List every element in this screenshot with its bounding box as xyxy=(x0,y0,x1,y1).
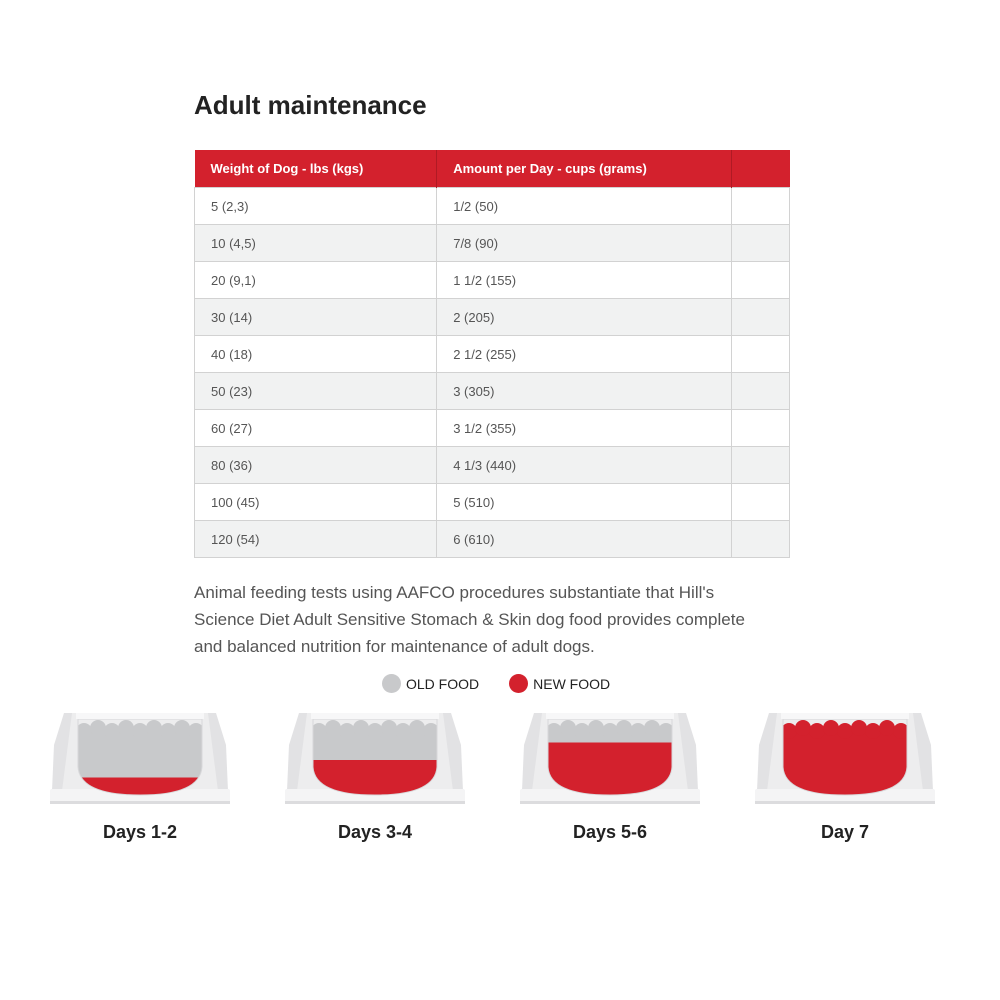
table-row xyxy=(195,262,790,299)
cell-amount: 3 (305) xyxy=(437,373,732,410)
bowl-day-label: Days 1-2 xyxy=(102,822,178,842)
cell-amount: 1 1/2 (155) xyxy=(437,262,732,299)
food-bowl-icon xyxy=(50,705,230,805)
cell-empty xyxy=(732,299,790,336)
cell-weight: 10 (4,5) xyxy=(195,225,437,262)
table-row xyxy=(195,521,790,558)
new-food-dot-icon xyxy=(509,674,528,693)
cell-amount: 7/8 (90) xyxy=(437,225,732,262)
cell-weight: 5 (2,3) xyxy=(195,188,437,225)
header-empty xyxy=(732,150,790,188)
cell-empty xyxy=(732,484,790,521)
legend-old-label: OLD FOOD xyxy=(406,675,480,692)
aafco-statement: Animal feeding tests using AAFCO procedures substantiate that Hill's Science Diet Adult Sensitive Stomach & Skin dog food provides complete and balanced nutrition for maintenance of adult dogs. xyxy=(194,583,745,656)
header-weight: Weight of Dog - lbs (kgs) xyxy=(195,150,437,188)
food-bowl-icon xyxy=(520,705,700,805)
cell-amount: 4 1/3 (440) xyxy=(437,447,732,484)
cell-weight: 20 (9,1) xyxy=(195,262,437,299)
cell-amount: 5 (510) xyxy=(437,484,732,521)
cell-amount: 2 (205) xyxy=(437,299,732,336)
cell-amount: 2 1/2 (255) xyxy=(437,336,732,373)
cell-empty xyxy=(732,447,790,484)
cell-weight: 40 (18) xyxy=(195,336,437,373)
cell-empty xyxy=(732,336,790,373)
table-row xyxy=(195,373,790,410)
cell-weight: 120 (54) xyxy=(195,521,437,558)
old-food-dot-icon xyxy=(382,674,401,693)
table-row xyxy=(195,484,790,521)
cell-weight: 100 (45) xyxy=(195,484,437,521)
feeding-table xyxy=(194,150,790,558)
legend xyxy=(382,674,640,693)
legend-new-food xyxy=(509,674,610,693)
cell-weight: 30 (14) xyxy=(195,299,437,336)
table-header-row xyxy=(195,150,790,188)
header-amount: Amount per Day - cups (grams) xyxy=(437,150,732,188)
food-bowl-icon xyxy=(755,705,935,805)
cell-empty xyxy=(732,188,790,225)
cell-empty xyxy=(732,410,790,447)
legend-new-label: NEW FOOD xyxy=(533,675,611,692)
cell-empty xyxy=(732,521,790,558)
cell-empty xyxy=(732,225,790,262)
table-row xyxy=(195,447,790,484)
bowl-day-label: Days 5-6 xyxy=(572,822,648,842)
legend-old-food xyxy=(382,674,479,693)
cell-empty xyxy=(732,262,790,299)
cell-amount: 3 1/2 (355) xyxy=(437,410,732,447)
cell-amount: 1/2 (50) xyxy=(437,188,732,225)
table-row xyxy=(195,410,790,447)
cell-amount: 6 (610) xyxy=(437,521,732,558)
cell-weight: 80 (36) xyxy=(195,447,437,484)
bowl-day-label: Days 3-4 xyxy=(337,822,413,842)
cell-weight: 50 (23) xyxy=(195,373,437,410)
cell-weight: 60 (27) xyxy=(195,410,437,447)
food-bowl-icon xyxy=(285,705,465,805)
page-title: Adult maintenance xyxy=(194,90,427,120)
table-row xyxy=(195,225,790,262)
bowl-day-label: Day 7 xyxy=(820,822,870,842)
table-row xyxy=(195,188,790,225)
table-row xyxy=(195,336,790,373)
cell-empty xyxy=(732,373,790,410)
table-row xyxy=(195,299,790,336)
